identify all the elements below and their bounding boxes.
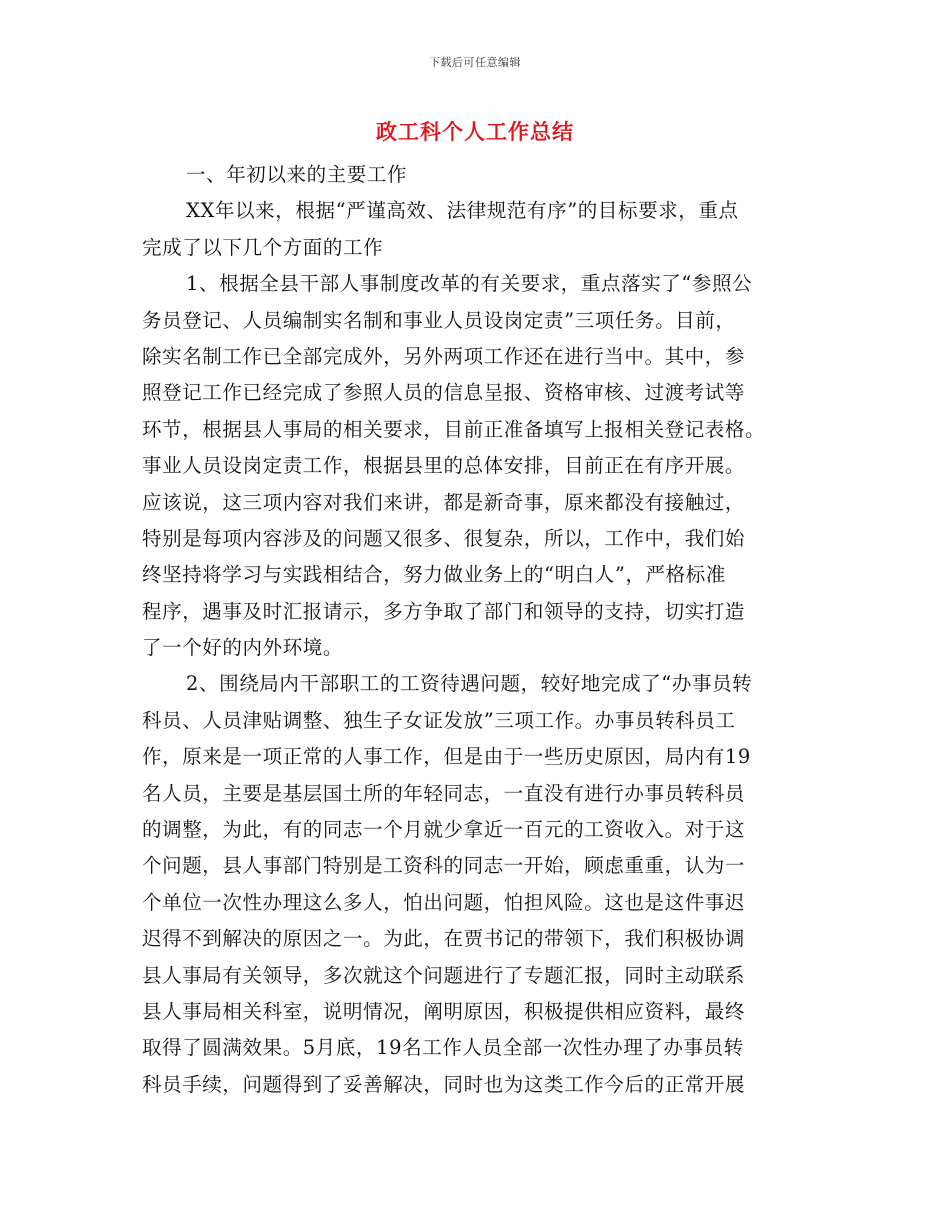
text-line: 终坚持将学习与实践相结合，努力做业务上的“明白人”，严格标准	[142, 563, 726, 587]
text-line: 除实名制工作已全部完成外，另外两项工作还在进行当中。其中，参	[142, 344, 746, 368]
text-line: 务员登记、人员编制实名制和事业人员设岗定责”三项任务。目前，	[142, 308, 736, 332]
text-line: 应该说，这三项内容对我们来讲，都是新奇事，原来都没有接触过，	[142, 490, 746, 514]
text-line: 县人事局有关领导，多次就这个问题进行了专题汇报，同时主动联系	[142, 963, 746, 987]
text-line: 县人事局相关科室，说明情况，阐明原因，积极提供相应资料，最终	[142, 999, 746, 1023]
text-line: 1、根据全县干部人事制度改革的有关要求，重点落实了“参照公	[186, 272, 753, 296]
document-body	[142, 157, 802, 1103]
text-line: 名人员，主要是基层国土所的年轻同志，一直没有进行办事员转科员	[142, 781, 746, 805]
text-line: 的调整，为此，有的同志一个月就少拿近一百元的工资收入。对于这	[142, 818, 746, 842]
document-title: 政工科个人工作总结	[376, 120, 574, 144]
text-line: 2、围绕局内干部职工的工资待遇问题，较好地完成了“办事员转	[186, 672, 753, 696]
text-line: 迟得不到解决的原因之一。为此，在贾书记的带领下，我们积极协调	[142, 927, 746, 951]
text-line: 个问题，县人事部门特别是工资科的同志一开始，顾虑重重，认为一	[142, 854, 746, 878]
header-note: 下载后可任意编辑	[429, 56, 521, 69]
text-line: XX年以来，根据“严谨高效、法律规范有序”的目标要求，重点	[186, 199, 739, 223]
text-line: 科员手续，问题得到了妥善解决，同时也为这类工作今后的正常开展	[142, 1072, 746, 1096]
text-line: 程序，遇事及时汇报请示，多方争取了部门和领导的支持，切实打造	[142, 599, 746, 623]
text-line: 科员、人员津贴调整、独生子女证发放”三项工作。办事员转科员工	[142, 708, 736, 732]
text-line: 环节，根据县人事局的相关要求，目前正准备填写上报相关登记表格。	[142, 417, 766, 441]
text-line: 个单位一次性办理这么多人，怕出问题，怕担风险。这也是这件事迟	[142, 890, 746, 914]
text-line: 一、年初以来的主要工作	[186, 163, 408, 186]
text-line: 取得了圆满效果。5月底，19名工作人员全部一次性办理了办事员转	[142, 1036, 744, 1060]
text-line: 完成了以下几个方面的工作	[142, 235, 384, 259]
text-line: 事业人员设岗定责工作，根据县里的总体安排，目前正在有序开展。	[142, 454, 746, 478]
text-line: 照登记工作已经完成了参照人员的信息呈报、资格审核、过渡考试等	[142, 381, 746, 405]
text-line: 特别是每项内容涉及的问题又很多、很复杂，所以，工作中，我们始	[142, 526, 746, 550]
text-line: 作，原来是一项正常的人事工作，但是由于一些历史原因，局内有19	[142, 745, 751, 769]
text-line: 了一个好的内外环境。	[142, 636, 344, 660]
